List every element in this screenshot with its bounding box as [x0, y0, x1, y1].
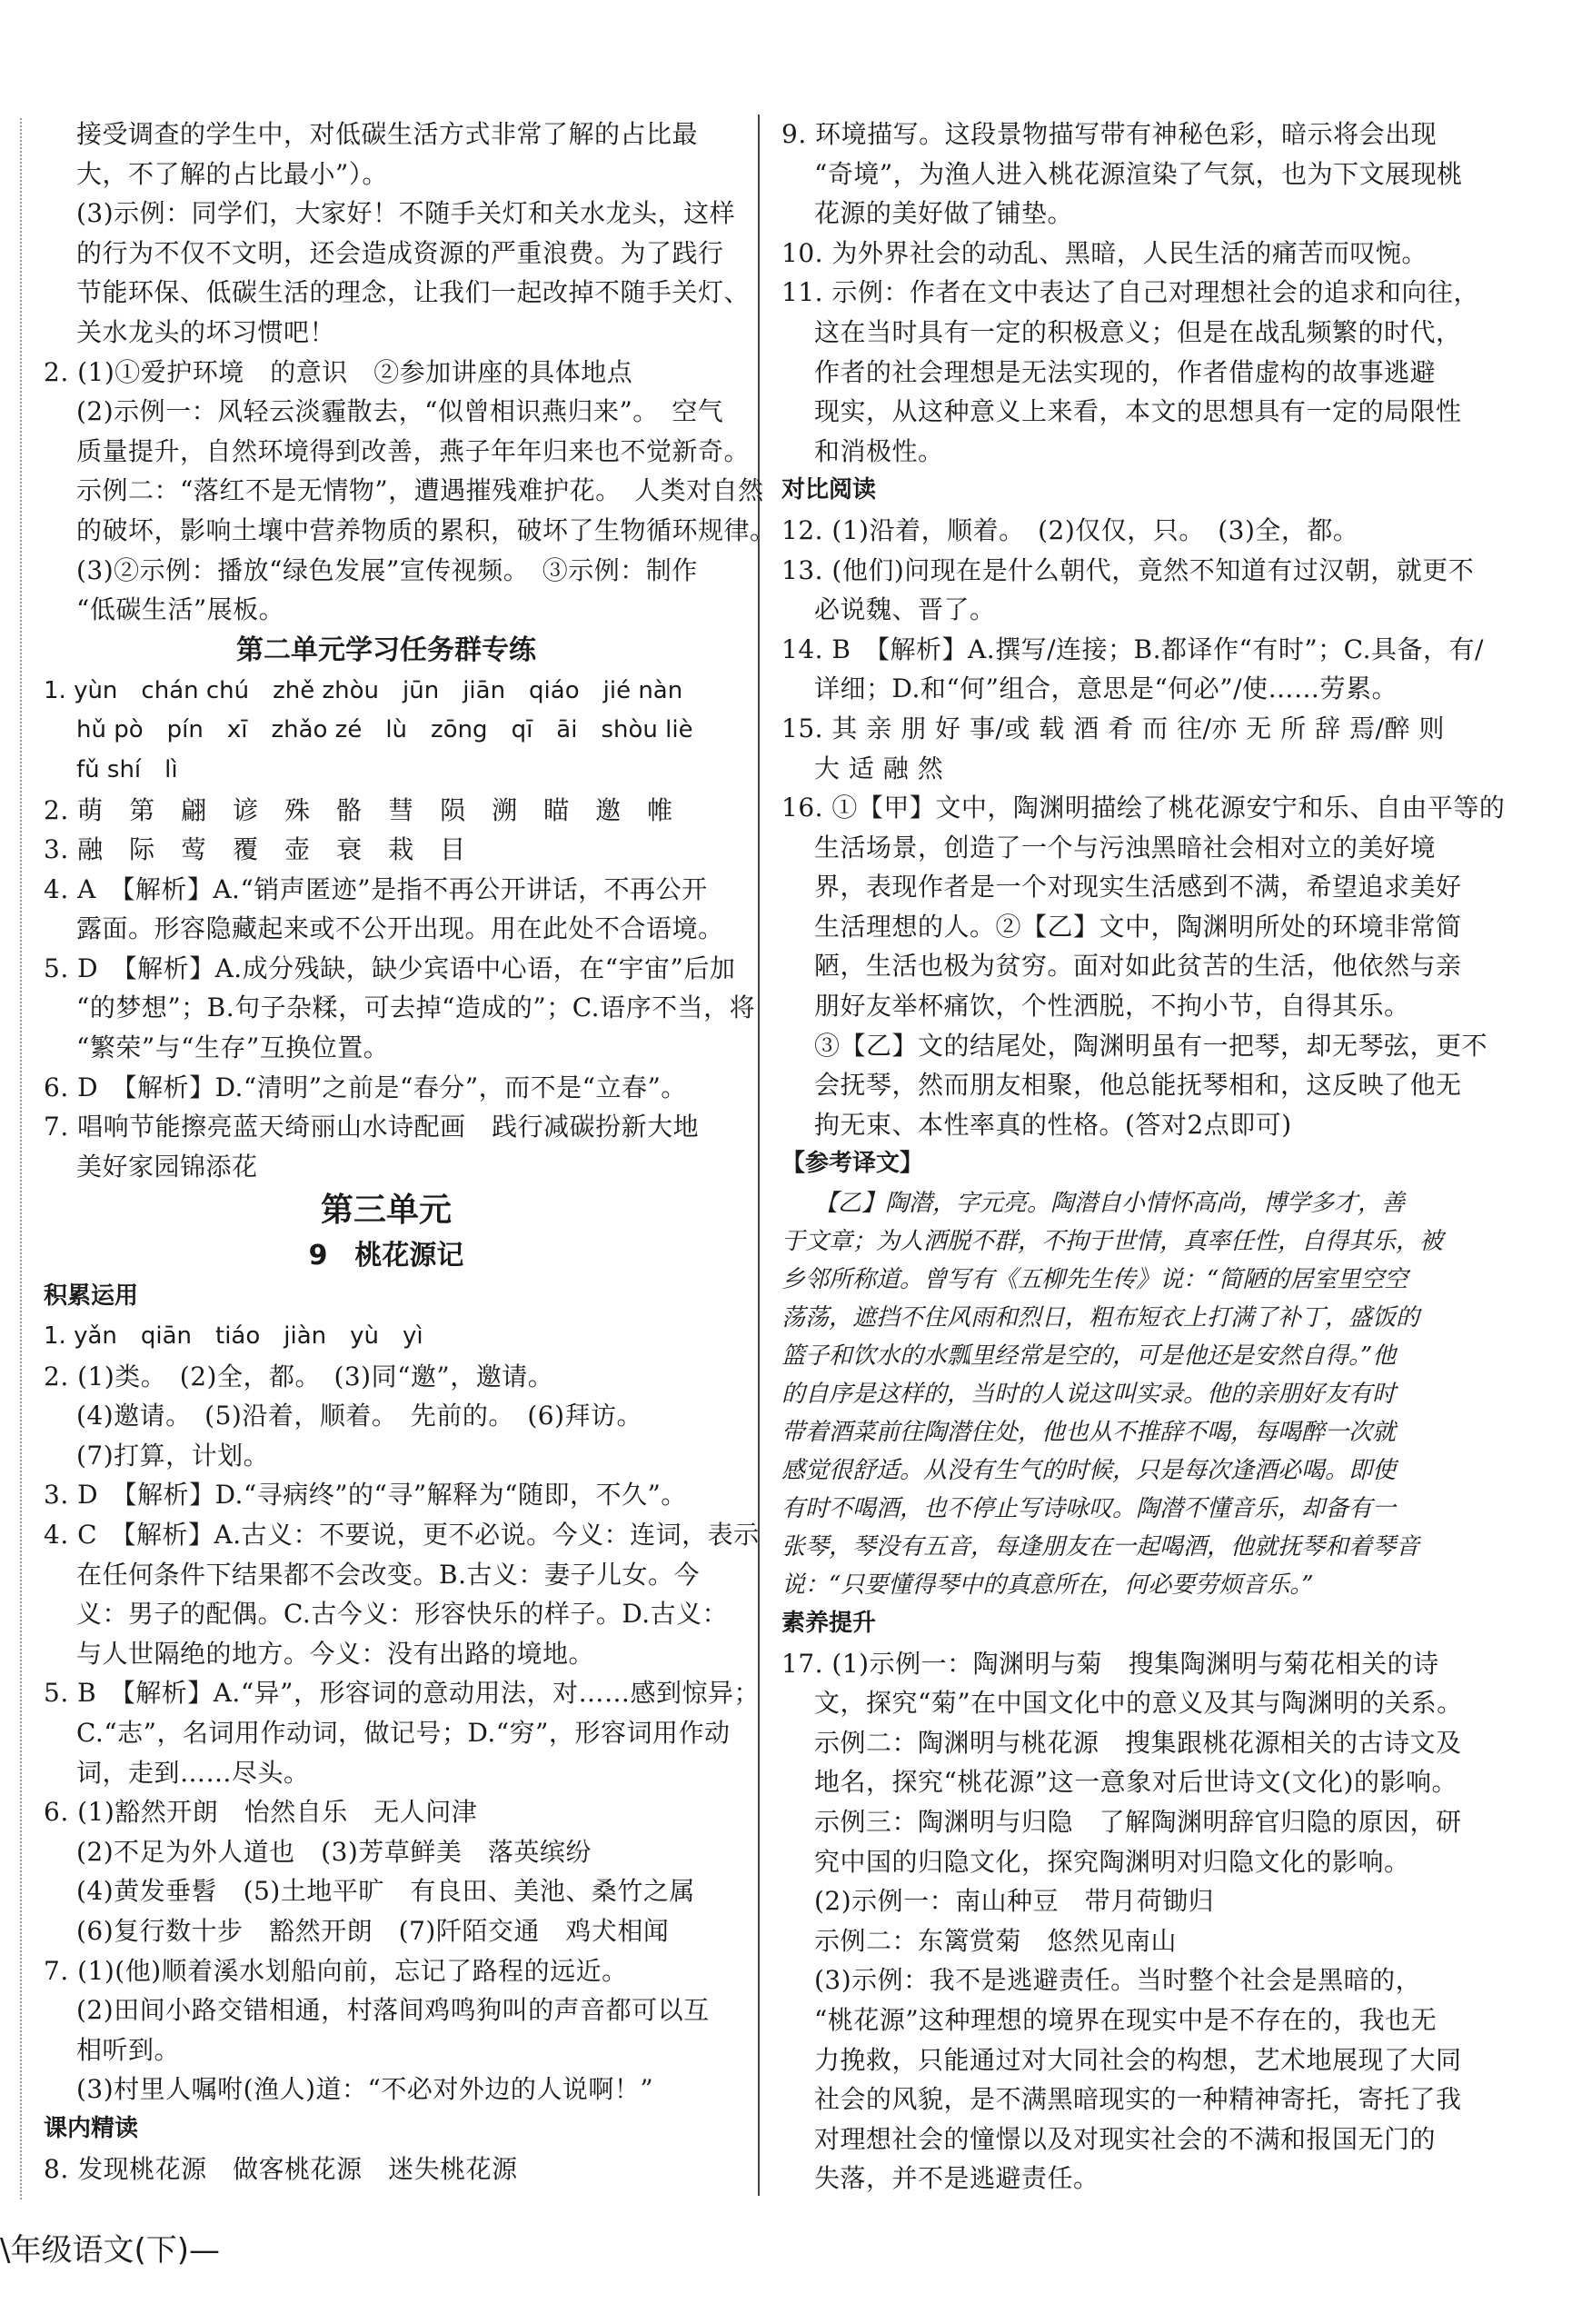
right-column-line: 14. B 【解析】A.撰写/连接；B.都译作“有时”；C.具备，有/ — [781, 633, 1484, 664]
right-column-line: 15. 其 亲 朋 好 事/或 载 酒 肴 而 往/亦 无 所 辞 焉/醉 则 — [781, 713, 1445, 743]
left-column-line: 质量提升，自然环境得到改善，燕子年年归来也不觉新奇。 — [76, 435, 751, 466]
binding-dotted-line — [20, 118, 22, 2199]
right-column-line: 会抚琴，然而朋友相聚，他总能抚琴相和，这反映了他无 — [814, 1070, 1462, 1101]
left-column-line: (3)村里人嘱咐(渔人)道：“不必对外边的人说啊！” — [76, 2074, 654, 2105]
right-column-line: 文，探究“菊”在中国文化中的意义及其与陶渊明的关系。 — [814, 1688, 1463, 1719]
left-column-line: 3. 融 际 莺 覆 壶 衰 栽 目 — [44, 834, 466, 865]
left-column-line: (3)②示例：播放“绿色发展”宣传视频。 ③示例：制作 — [76, 554, 698, 585]
right-column-line: 界，表现作者是一个对现实生活感到不满，希望追求美好 — [814, 872, 1462, 903]
left-column-line: 2. 萌 第 翩 谚 殊 骼 彗 陨 溯 瞄 邀 帷 — [44, 794, 673, 825]
right-column-line: 社会的风貌，是不满黑暗现实的一种精神寄托，寄托了我 — [814, 2084, 1462, 2115]
right-column-line: 必说魏、晋了。 — [814, 594, 996, 625]
right-column-line: 示例三：陶渊明与归隐 了解陶渊明辞官归隐的原因，研 — [814, 1807, 1462, 1837]
left-column-line: 关水龙头的坏习惯吧！ — [76, 316, 336, 347]
right-column-line: 荡荡，遮挡不住风雨和烈日，粗布短衣上打满了补丁，盛饭的 — [781, 1304, 1420, 1332]
right-column-line: 于文章；为人洒脱不群，不拘于世情，真率任性，自得其乐，被 — [781, 1228, 1444, 1256]
left-column-line: 课内精读 — [44, 2114, 139, 2142]
left-column-line: 9 桃花源记 — [308, 1240, 464, 1272]
left-column-line: (4)黄发垂髫 (5)土地平旷 有良田、美池、桑竹之属 — [76, 1876, 695, 1907]
left-column-line: (2)不足为外人道也 (3)芳草鲜美 落英缤纷 — [76, 1836, 592, 1867]
left-column-line: 相听到。 — [76, 2034, 181, 2065]
right-column-line: ③【乙】文的结尾处，陶渊明虽有一把琴，却无琴弦，更不 — [814, 1030, 1488, 1061]
right-column-line: 拘无束、本性率真的性格。(答对2点即可) — [814, 1109, 1292, 1140]
left-column-line: 第二单元学习任务群专练 — [236, 633, 536, 666]
left-column-line: 4. C 【解析】A.古义：不要说，更不必说。今义：连词，表示 — [44, 1520, 760, 1550]
right-column-line: 16. ①【甲】文中，陶渊明描绘了桃花源安宁和乐、自由平等的 — [781, 793, 1506, 823]
left-column-line: 2. (1)①爱护环境 的意识 ②参加讲座的具体地点 — [44, 356, 633, 387]
left-column-line: 在任何条件下结果都不会改变。B.古义：妻子儿女。今 — [76, 1559, 700, 1590]
right-column-line: 素养提升 — [781, 1610, 877, 1638]
right-column-line: 说：“只要懂得琴中的真意所在，何必要劳烦音乐。” — [781, 1571, 1314, 1600]
right-column-line: 13. (他们)问现在是什么朝代，竟然不知道有过汉朝，就更不 — [781, 554, 1475, 585]
right-column-line: 作者的社会理想是无法实现的，作者借虚构的故事逃避 — [814, 356, 1437, 387]
left-column-line: (2)示例一：风轻云淡霾散去，“似曾相识燕归来”。 空气 — [76, 396, 724, 427]
page-footer: \年级语文(下)— — [0, 2232, 220, 2269]
left-column-line: “繁荣”与“生存”互换位置。 — [76, 1032, 390, 1063]
right-column-line: 示例二：陶渊明与桃花源 搜集跟桃花源相关的古诗文及 — [814, 1727, 1462, 1758]
left-column-line: (3)示例：同学们，大家好！不随手关灯和关水龙头，这样 — [76, 198, 736, 229]
right-column-line: 10. 为外界社会的动乱、黑暗，人民生活的痛苦而叹惋。 — [781, 237, 1428, 268]
right-column-line: 现实，从这种意义上来看，本文的思想具有一定的局限性 — [814, 396, 1462, 427]
right-column-line: 详细；D.和“何”组合，意思是“何必”/使……劳累。 — [814, 673, 1398, 704]
right-column-line: 感觉很舒适。从没有生气的时候，只是每次逢酒必喝。即使 — [781, 1457, 1397, 1485]
right-column-line: 张琴，琴没有五音，每逢朋友在一起喝酒，他就抚琴和着琴音 — [781, 1533, 1420, 1561]
left-column-line: 节能环保、低碳生活的理念，让我们一起改掉不随手关灯、 — [76, 277, 751, 308]
right-column-line: 这在当时具有一定的积极意义；但是在战乱频繁的时代， — [814, 316, 1462, 347]
left-column-line: 1. yùn chán chú zhě zhòu jūn jiān qiáo jié nàn — [44, 676, 683, 704]
left-column-line: 1. yǎn qiān tiáo jiàn yù yì — [44, 1322, 423, 1351]
left-column-line: 词，走到……尽头。 — [76, 1757, 310, 1788]
right-column-line: “奇境”，为渔人进入桃花源渲染了气氛，也为下文展现桃 — [814, 158, 1463, 189]
left-column-line: 的破坏，影响土壤中营养物质的累积，破坏了生物循环规律。 — [76, 514, 776, 545]
right-column-line: 和消极性。 — [814, 435, 944, 466]
left-column-line: C.“志”，名词用作动词，做记号；D.“穷”，形容词用作动 — [76, 1717, 731, 1748]
left-column-line: 露面。形容隐藏起来或不公开出现。用在此处不合语境。 — [76, 913, 724, 944]
right-column-line: 12. (1)沿着，顺着。 (2)仅仅，只。 (3)全，都。 — [781, 514, 1359, 545]
left-column-line: hǔ pò pín xī zhǎo zé lù zōng qī āi shòu liè — [76, 716, 693, 744]
left-column — [44, 115, 776, 2189]
right-column-line: (2)示例一：南山种豆 带月荷锄归 — [814, 1886, 1215, 1917]
left-column-line: 7. 唱响节能擦亮蓝天绮丽山水诗配画 践行减碳扮新大地 — [44, 1112, 700, 1142]
left-column-line: 的行为不仅不文明，还会造成资源的严重浪费。为了践行 — [76, 237, 724, 268]
right-column-line: 11. 示例：作者在文中表达了自己对理想社会的追求和向往， — [781, 277, 1479, 308]
right-column-line: 地名，探究“桃花源”这一意象对后世诗文(文化)的影响。 — [814, 1767, 1458, 1798]
left-column-line: 2. (1)类。 (2)全，都。 (3)同“邀”，邀请。 — [44, 1361, 554, 1391]
right-column-line: 乡邻所称道。曾写有《五柳先生传》说：“简陋的居室里空空 — [781, 1266, 1408, 1294]
right-column-line: 的自序是这样的，当时的人说这叫实录。他的亲朋好友有时 — [781, 1381, 1397, 1409]
right-column-line: 生活理想的人。②【乙】文中，陶渊明所处的环境非常简 — [814, 911, 1462, 942]
left-column-line: 义：男子的配偶。C.古今义：形容快乐的样子。D.古义： — [76, 1599, 729, 1630]
right-column-line: 对理想社会的憧憬以及对现实社会的不满和报国无门的 — [814, 2123, 1437, 2154]
right-column-line: 篮子和饮水的水瓢里经常是空的，可是他还是安然自得。”他 — [781, 1342, 1397, 1371]
left-column-line: 与人世隔绝的地方。今义：没有出路的境地。 — [76, 1638, 595, 1669]
right-column-line: “桃花源”这种理想的境界在现实中是不存在的，我也无 — [814, 2004, 1438, 2035]
left-column-line: 5. D 【解析】A.成分残缺，缺少宾语中心语，在“宇宙”后加 — [44, 953, 736, 983]
left-column-line: 大，不了解的占比最小”）。 — [76, 158, 388, 189]
right-column-line: 示例二：东篱赏菊 悠然见南山 — [814, 1925, 1178, 1956]
right-column-line: 失落，并不是逃避责任。 — [814, 2163, 1099, 2194]
left-column-line: 3. D 【解析】D.“寻病终”的“寻”解释为“随即，不久”。 — [44, 1480, 687, 1511]
left-column-line: 6. D 【解析】D.“清明”之前是“春分”，而不是“立春”。 — [44, 1072, 687, 1102]
left-column-line: 接受调查的学生中，对低碳生活方式非常了解的占比最 — [76, 119, 699, 149]
right-column-line: 带着酒菜前往陶潜住处，他也从不推辞不喝，每喝醉一次就 — [781, 1419, 1397, 1447]
right-column-line: 【参考译文】 — [781, 1150, 924, 1178]
right-column-line: 17. (1)示例一：陶渊明与菊 搜集陶渊明与菊花相关的诗 — [781, 1648, 1439, 1679]
right-column-line: 9. 环境描写。这段景物描写带有神秘色彩，暗示将会出现 — [781, 119, 1438, 149]
column-divider — [758, 115, 760, 2196]
right-column-line: 朋好友举杯痛饮，个性洒脱，不拘小节，自得其乐。 — [814, 991, 1410, 1022]
left-column-line: (6)复行数十步 豁然开朗 (7)阡陌交通 鸡犬相闻 — [76, 1915, 670, 1946]
right-column-line: 对比阅读 — [781, 476, 877, 504]
left-column-line: fǔ shí lì — [76, 755, 178, 783]
right-column-line: 陋，生活也极为贫穷。面对如此贫苦的生活，他依然与亲 — [814, 951, 1462, 982]
right-column — [781, 115, 1506, 2199]
left-column-line: 4. A 【解析】A.“销声匿迹”是指不再公开讲话，不再公开 — [44, 873, 708, 904]
left-column-line: 示例二：“落红不是无情物”，遭遇摧残难护花。 人类对自然 — [76, 475, 764, 506]
right-column-line: (3)示例：我不是逃避责任。当时整个社会是黑暗的， — [814, 1965, 1422, 1996]
left-column-line: “的梦想”；B.句子杂糅，可去掉“造成的”；C.语序不当，将 — [76, 992, 756, 1023]
left-column-line: (7)打算，计划。 — [76, 1440, 270, 1471]
right-column-line: 生活场景，创造了一个与污浊黑暗社会相对立的美好境 — [814, 832, 1437, 863]
left-column-line: 8. 发现桃花源 做客桃花源 迷失桃花源 — [44, 2153, 518, 2184]
right-column-line: 大 适 融 然 — [814, 753, 944, 783]
right-column-line: 有时不喝酒，也不停止写诗咏叹。陶潜不懂音乐，却备有一 — [781, 1495, 1397, 1523]
left-column-line: (2)田间小路交错相通，村落间鸡鸣狗叫的声音都可以互 — [76, 1995, 710, 2026]
right-column-line: 【乙】陶潜，字元亮。陶潜自小情怀高尚，博学多才，善 — [814, 1190, 1406, 1218]
left-column-line: 第三单元 — [320, 1192, 452, 1230]
left-column-line: 美好家园锦添花 — [76, 1151, 258, 1182]
left-column-line: “低碳生活”展板。 — [76, 594, 285, 625]
right-column-line: 力挽救，只能通过对大同社会的构想，艺术地展现了大同 — [814, 2044, 1462, 2075]
left-column-line: 7. (1)(他)顺着溪水划船向前，忘记了路程的远近。 — [44, 1955, 628, 1986]
right-column-line: 花源的美好做了铺垫。 — [814, 198, 1074, 229]
left-column-line: 6. (1)豁然开朗 怡然自乐 无人问津 — [44, 1797, 478, 1828]
left-column-line: 5. B 【解析】A.“异”，形容词的意动用法，对……感到惊异； — [44, 1678, 760, 1709]
right-column-line: 究中国的归隐文化，探究陶渊明对归隐文化的影响。 — [814, 1846, 1410, 1877]
left-column-line: 积累运用 — [44, 1282, 139, 1311]
left-column-line: (4)邀请。 (5)沿着，顺着。 先前的。 (6)拜访。 — [76, 1401, 642, 1431]
